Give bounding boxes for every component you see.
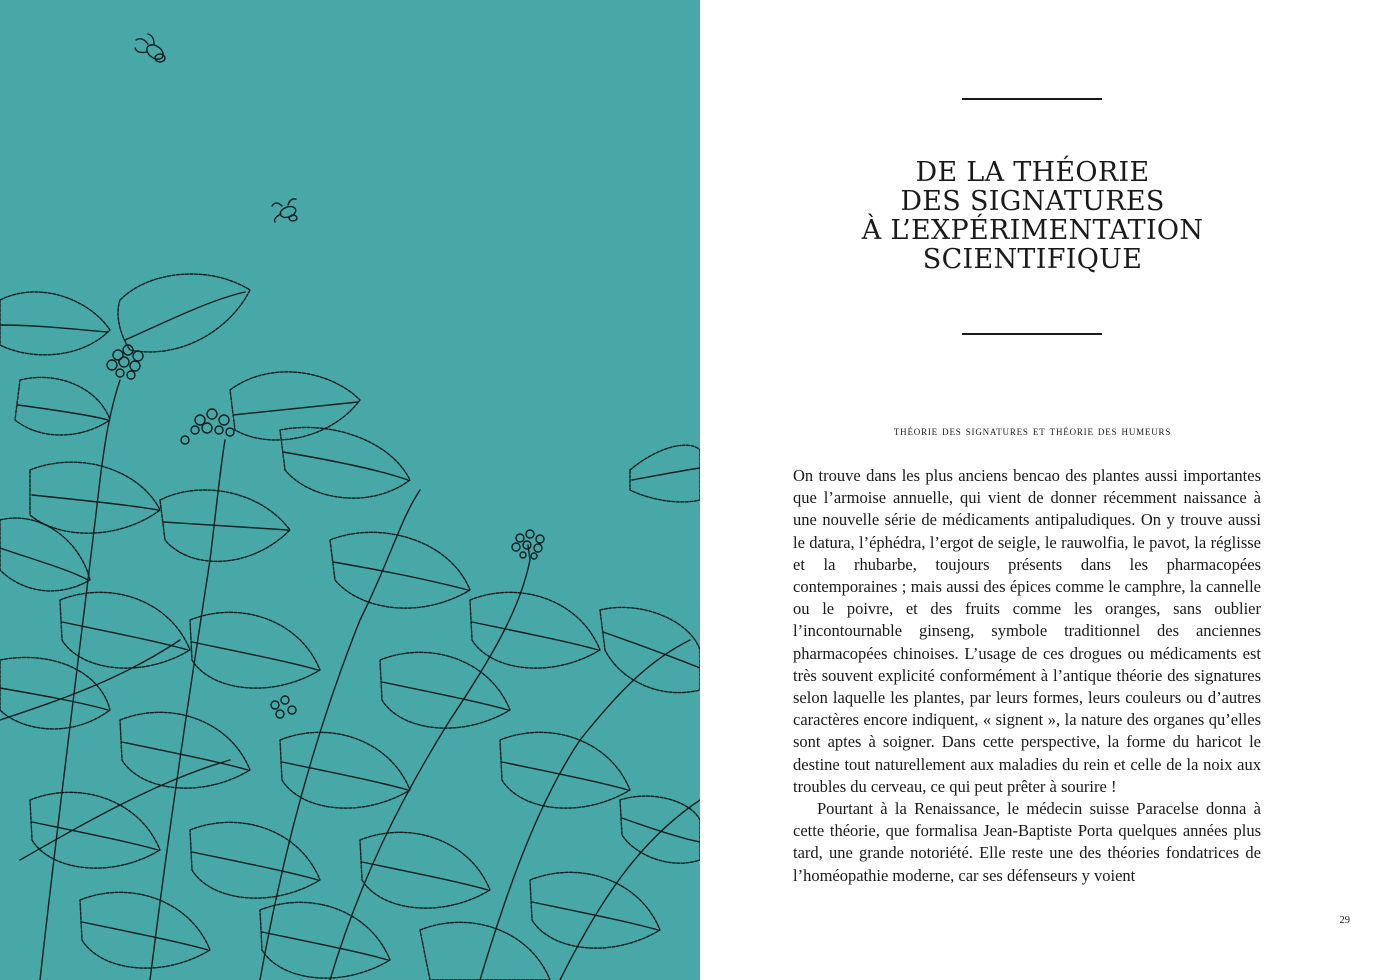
leaf-icon [230, 372, 360, 440]
leaf-icon [15, 377, 110, 435]
chapter-title [760, 158, 1305, 274]
leaf-icon [190, 822, 320, 898]
title-line: DE LA THÉORIE [915, 157, 1150, 188]
leaf-icon [0, 657, 110, 728]
leaf-icon [600, 607, 700, 692]
title-line: DES SIGNATURES [900, 186, 1165, 217]
leaf-icon [500, 732, 630, 808]
leaf-icon [630, 445, 700, 502]
flower-cluster-icon [181, 409, 234, 444]
leaf-icon [330, 532, 470, 608]
top-divider [962, 98, 1102, 100]
leaf-icon [80, 892, 210, 968]
section-heading: théorie des signatures et théorie des humeurs [893, 423, 1172, 438]
bee-icon [272, 199, 297, 222]
leaf-icon [60, 592, 190, 668]
flower-cluster-icon [107, 345, 143, 379]
page-number: 29 [1339, 915, 1350, 926]
leaf-icon [360, 832, 490, 908]
title-line: À L’EXPÉRIMENTATION [861, 215, 1204, 246]
leaf-icon [620, 796, 700, 863]
title-line: SCIENTIFIQUE [922, 244, 1143, 275]
leaf-icon [190, 612, 320, 688]
leaf-icon [0, 518, 90, 591]
leaf-icon [118, 274, 250, 352]
leaf-icon [380, 652, 510, 728]
bee-icon [135, 34, 166, 62]
leaf-icon [30, 792, 160, 868]
leaf-icon [280, 732, 410, 808]
leaf-icon [420, 922, 550, 980]
leaf-icon [160, 490, 290, 561]
flower-cluster-icon [271, 696, 296, 718]
leaf-icon [470, 592, 600, 668]
text-page [700, 0, 1400, 980]
leaf-icon [0, 292, 110, 355]
body-text [793, 465, 1261, 887]
paragraph: Pourtant à la Renaissance, le médecin suisse Paracelse donna à cette théorie, que formalisa Jean-Baptiste Porta quelques années plus tard, une grande notoriété. Elle reste une des théories fondatrices de l’homéopathie moderne, car ses défenseurs y voient [793, 799, 1261, 885]
leaf-icon [260, 902, 390, 978]
leaf-icon [530, 872, 660, 948]
bottom-divider [962, 333, 1102, 335]
paragraph: On trouve dans les plus anciens bencao des plantes aussi importantes que l’armoise annuelle, qui vient de donner récemment naissance à une nouvelle série de médicaments antipaludiques. On y trouve aussi le datura, l’éphédra, l’ergot de seigle, le rauwolfia, le pavot, la réglisse et la rhubarbe, toujours présents dans les pharmacopées contemporaines ; mais aussi des épices comme le camphre, la cannelle ou le poivre, et des fruits comme les oranges, sans oublier l’incontournable ginseng, symbole traditionnel des anciennes pharmacopées chinoises. L’usage de ces drogues ou médicaments est très souvent explicité conformément à l’antique théorie des signatures selon laquelle les plantes, par leurs formes, leurs couleurs ou d’autres caractères encore indiquent, « signent », la nature des organes qu’elles sont aptes à soigner. Dans cette perspective, la forme du haricot le destine tout naturellement aux maladies du rein et celle de la noix aux troubles du cerveau, ce qui peut prêter à sourire ! [793, 466, 1261, 796]
